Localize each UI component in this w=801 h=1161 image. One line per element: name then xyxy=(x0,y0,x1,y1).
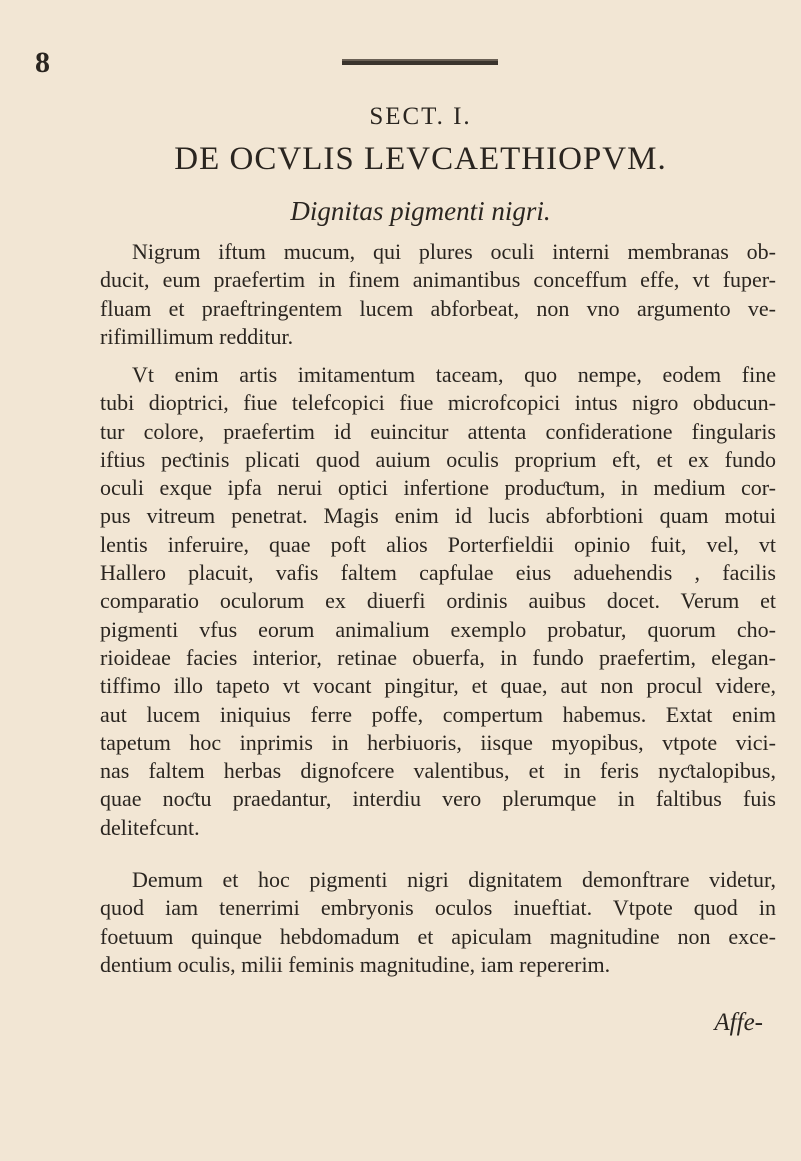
text-line: Nigrum iftum mucum, qui plures oculi interni membranas ob- xyxy=(132,239,776,264)
text-line: quae noƈtu praedantur, interdiu vero plerumque in faltibus fuis xyxy=(100,786,776,812)
text-line: tiffimo illo tapeto vt vocant pingitur, et quae, aut non procul videre, xyxy=(100,673,776,699)
paragraph-3 xyxy=(100,866,776,979)
text-line: nas faltem herbas dignofcere valentibus, et in feris nyƈtalopibus, xyxy=(100,758,776,784)
text-line: tubi dioptrici, fiue telefcopici fiue microfcopici intus nigro obducun- xyxy=(100,390,776,416)
text-line: rifimillimum redditur. xyxy=(100,323,294,349)
chapter-title: DE OCVLIS LEVCAETHIOPVM. xyxy=(174,141,667,177)
text-line: quod iam tenerrimi embryonis oculos inueftiat. Vtpote quod in xyxy=(100,895,776,921)
text-line: Hallero placuit, vafis faltem capfulae eius aduehendis , facilis xyxy=(100,560,776,586)
text-line: tur colore, praefertim id euincitur attenta confideratione fingularis xyxy=(100,418,776,444)
paragraph-2 xyxy=(100,361,776,842)
text-line: ducit, eum praefertim in finem animantibus conceffum effe, vt fuper- xyxy=(100,267,776,293)
catchword: Affe- xyxy=(714,1009,763,1036)
text-line: fluam et praeftringentem lucem abforbeat, non vno argumento ve- xyxy=(100,295,776,321)
text-line: lentis inferuire, quae poft alios Porterfieldii opinio fuit, vel, vt xyxy=(100,531,776,557)
text-line: iftius peƈtinis plicati quod auium oculis proprium eft, et ex fundo xyxy=(100,446,776,472)
paragraph-1 xyxy=(100,238,776,351)
text-line: foetuum quinque hebdomadum et apiculam magnitudine non exce- xyxy=(100,923,776,949)
text-line: rioideae facies interior, retinae obuerfa, in fundo praefertim, elegan- xyxy=(100,644,776,670)
text-line: aut lucem iniquius ferre poffe, compertum habemus. Extat enim xyxy=(100,701,776,727)
text-line: dentium oculis, milii feminis magnitudine, iam repererim. xyxy=(100,951,611,977)
section-heading: SECT. I. xyxy=(369,103,472,130)
text-line: oculi exque ipfa nerui optici infertione produƈtum, in medium cor- xyxy=(100,475,776,501)
text-line: pus vitreum penetrat. Magis enim id lucis abforbtioni quam motui xyxy=(100,503,776,529)
subtitle: Dignitas pigmenti nigri. xyxy=(290,196,551,226)
text-line: Demum et hoc pigmenti nigri dignitatem demonftrare videtur, xyxy=(132,867,776,892)
text-line: comparatio oculorum ex diuerfi ordinis auibus docet. Verum et xyxy=(100,588,776,614)
page-number: 8 xyxy=(35,46,50,79)
header-rule xyxy=(342,59,498,65)
text-line: Vt enim artis imitamentum taceam, quo nempe, eodem fine xyxy=(132,362,776,387)
text-line: tapetum hoc inprimis in herbiuoris, iisque myopibus, vtpote vici- xyxy=(100,729,776,755)
text-line: pigmenti vfus eorum animalium exemplo probatur, quorum cho- xyxy=(100,616,776,642)
text-line: delitefcunt. xyxy=(100,814,200,840)
